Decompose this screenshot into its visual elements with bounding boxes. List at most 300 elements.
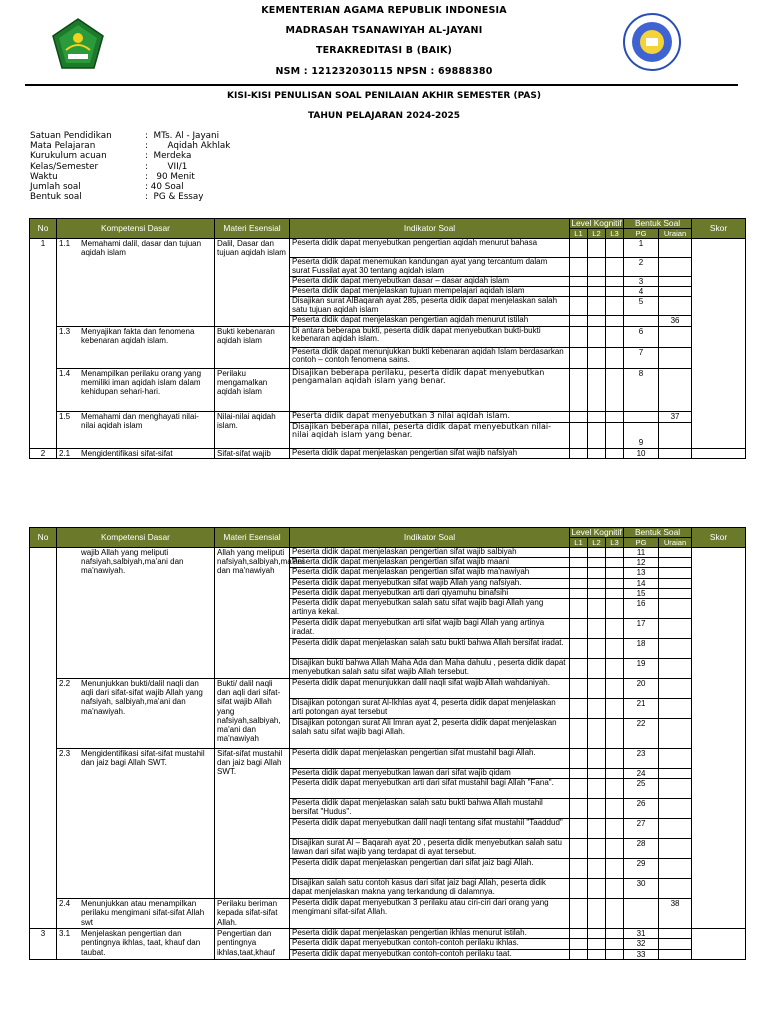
pg-cell xyxy=(624,316,659,326)
kd-number: 2.2 xyxy=(59,679,71,689)
level-cell xyxy=(606,448,624,458)
col-header-skor: Skor xyxy=(692,219,746,239)
indikator-cell: Peserta didik dapat menunjukkan bukti kebenaran aqidah Islam berdasarkan contoh – contoh fenomena sains. xyxy=(290,347,570,368)
kompetensi-cell xyxy=(57,548,215,679)
kompetensi-cell xyxy=(57,448,215,458)
level-cell xyxy=(588,719,606,749)
indikator-cell: Peserta didik dapat menemukan kandungan ayat yang tercantum dalam surat Fussilat ayat 30 tentang aqidah islam xyxy=(290,258,570,277)
level-cell xyxy=(570,899,588,929)
pg-number: 16 xyxy=(624,599,659,619)
indikator-cell: Di antara beberapa bukti, peserta didik dapat menyebutkan bukti-bukti kebenaran aqidah islam. xyxy=(290,326,570,347)
pg-number: 25 xyxy=(624,779,659,799)
uraian-cell xyxy=(659,859,692,879)
indikator-cell: Disajikan potongan surat Al-Ikhlas ayat 4, peserta didik dapat menjelaskan arti potongan ayat tersebut xyxy=(290,699,570,719)
pg-number: 24 xyxy=(624,769,659,779)
materi-cell: Perilaku mengamalkan aqidah islam xyxy=(215,368,290,411)
materi-cell: Bukti/ dalil naqli dan aqli dari sifat-sifat wajib Allah yang nafsiyah,salbiyah, ma'ani dan ma'nawiyah xyxy=(215,679,290,749)
level-cell xyxy=(606,568,624,578)
indikator-cell: Disajikan bukti bahwa Allah Maha Ada dan Maha dahulu , peserta didik dapat menyebutkan salah satu sifat wajib Allah tersebut. xyxy=(290,659,570,679)
level-cell xyxy=(570,699,588,719)
col-header-l3: L3 xyxy=(606,229,624,239)
col-header-no: No xyxy=(30,219,57,239)
meta-value: : PG & Essay xyxy=(145,192,204,203)
level-cell xyxy=(606,548,624,558)
level-cell xyxy=(588,929,606,939)
level-cell xyxy=(570,879,588,899)
uraian-cell xyxy=(659,422,692,448)
kompetensi-cell xyxy=(57,368,215,411)
school-ids: NSM : 121232030115 NPSN : 69888380 xyxy=(275,66,493,77)
pg-number: 1 xyxy=(624,239,659,258)
level-cell xyxy=(570,839,588,859)
uraian-cell xyxy=(659,679,692,699)
level-cell xyxy=(588,949,606,959)
kompetensi-cell xyxy=(57,411,215,448)
level-cell xyxy=(570,799,588,819)
col-header-l3: L3 xyxy=(606,538,624,548)
indikator-cell: Peserta didik dapat menyebutkan contoh-contoh perilaku taat. xyxy=(290,949,570,959)
kompetensi-cell xyxy=(57,749,215,899)
kd-number: 3.1 xyxy=(59,929,71,939)
level-cell xyxy=(606,258,624,277)
kisi-table-page-1 xyxy=(29,218,746,459)
uraian-cell xyxy=(659,588,692,598)
kompetensi-cell xyxy=(57,929,215,960)
pg-number: 23 xyxy=(624,749,659,769)
kd-number: 1.3 xyxy=(59,326,71,336)
level-cell xyxy=(570,769,588,779)
level-cell xyxy=(570,588,588,598)
level-cell xyxy=(570,859,588,879)
indikator-cell: Peserta didik dapat menyebutkan arti sifat wajib bagi Allah yang artinya iradat. xyxy=(290,619,570,639)
uraian-cell xyxy=(659,699,692,719)
level-cell xyxy=(570,548,588,558)
pg-number: 33 xyxy=(624,949,659,959)
level-cell xyxy=(588,639,606,659)
indikator-cell: Peserta didik dapat menyebutkan arti dari qiyamuhu binafsihi xyxy=(290,588,570,598)
uraian-number: 38 xyxy=(659,899,692,929)
materi-cell: Nilai-nilai aqidah islam. xyxy=(215,411,290,448)
level-cell xyxy=(606,819,624,839)
level-cell xyxy=(588,239,606,258)
indikator-cell: Peserta didik dapat menjelaskan salah satu bukti bahwa Allah bersifat iradat. xyxy=(290,639,570,659)
level-cell xyxy=(570,749,588,769)
level-cell xyxy=(588,799,606,819)
uraian-cell xyxy=(659,568,692,578)
level-cell xyxy=(588,277,606,287)
level-cell xyxy=(588,326,606,347)
row-number: 3 xyxy=(30,929,57,960)
kd-text: Memahami dalil, dasar dan tujuan aqidah islam xyxy=(81,239,202,258)
uraian-cell xyxy=(659,297,692,316)
pg-number: 9 xyxy=(624,422,659,448)
pg-number: 30 xyxy=(624,879,659,899)
pg-number: 31 xyxy=(624,929,659,939)
col-header-l2: L2 xyxy=(588,538,606,548)
level-cell xyxy=(570,239,588,258)
col-header-uraian: Uraian xyxy=(659,538,692,548)
level-cell xyxy=(606,619,624,639)
skor-cell xyxy=(692,548,746,929)
level-cell xyxy=(606,347,624,368)
uraian-cell xyxy=(659,368,692,411)
kd-number: 2.1 xyxy=(59,448,71,458)
col-header-indikator: Indikator Soal xyxy=(290,528,570,548)
kd-text: Mengidentifikasi sifat-sifat mustahil dan jaiz bagi Allah SWT. xyxy=(81,749,205,768)
level-cell xyxy=(606,326,624,347)
level-cell xyxy=(606,277,624,287)
pg-number: 12 xyxy=(624,558,659,568)
kd-number: 2.3 xyxy=(59,749,71,759)
level-cell xyxy=(588,258,606,277)
document-year: TAHUN PELAJARAN 2024-2025 xyxy=(307,111,461,121)
indikator-cell: Peserta didik dapat menyebutkan dalil naqli tentang sifat mustahil "Taaddud" xyxy=(290,819,570,839)
level-cell xyxy=(570,277,588,287)
level-cell xyxy=(606,699,624,719)
kompetensi-cell xyxy=(57,679,215,749)
indikator-cell: Peserta didik dapat menjelaskan pengertian sifat wajib ma'nawiyah xyxy=(290,568,570,578)
level-cell xyxy=(570,679,588,699)
col-header-kompetensi: Kompetensi Dasar xyxy=(57,528,215,548)
uraian-cell xyxy=(659,239,692,258)
col-header-l1: L1 xyxy=(570,229,588,239)
level-cell xyxy=(570,619,588,639)
accreditation: TERAKREDITASI B (BAIK) xyxy=(315,45,453,56)
pg-number: 27 xyxy=(624,819,659,839)
uraian-cell xyxy=(659,448,692,458)
meta-key: Waktu xyxy=(30,171,58,182)
level-cell xyxy=(606,411,624,422)
level-cell xyxy=(606,859,624,879)
uraian-number: 36 xyxy=(659,316,692,326)
level-cell xyxy=(570,558,588,568)
materi-cell: Dalil, Dasar dan tujuan aqidah islam xyxy=(215,239,290,327)
pg-number: 15 xyxy=(624,588,659,598)
pg-number: 22 xyxy=(624,719,659,749)
indikator-cell: Peserta didik dapat menyebutkan 3 nilai aqidah islam. xyxy=(290,411,570,422)
level-cell xyxy=(570,448,588,458)
level-cell xyxy=(588,588,606,598)
level-cell xyxy=(606,939,624,949)
level-cell xyxy=(570,297,588,316)
uraian-cell xyxy=(659,939,692,949)
indikator-cell: Peserta didik dapat menjelaskan pengertian sifat wajib salbiyah xyxy=(290,548,570,558)
materi-cell: Bukti kebenaran aqidah islam xyxy=(215,326,290,368)
level-cell xyxy=(570,568,588,578)
indikator-cell: Peserta didik dapat menyebutkan 3 perilaku atau ciri-ciri dari orang yang mengimani sifat-sifat Allah. xyxy=(290,899,570,929)
meta-value: : Aqidah Akhlak xyxy=(145,141,231,152)
indikator-cell: Peserta didik dapat menjelaskan pengertian sifat wajib nafsiyah xyxy=(290,448,570,458)
level-cell xyxy=(570,578,588,588)
pg-number: 4 xyxy=(624,287,659,297)
meta-key: Kurukulum acuan xyxy=(30,151,107,162)
uraian-cell xyxy=(659,929,692,939)
pg-number: 19 xyxy=(624,659,659,679)
school-emblem-icon xyxy=(622,12,682,72)
col-header-level: Level Kognitif xyxy=(571,527,622,537)
level-cell xyxy=(606,316,624,326)
indikator-cell: Peserta didik dapat menjelaskan pengertian dari sifat jaiz bagi Allah. xyxy=(290,859,570,879)
level-cell xyxy=(588,316,606,326)
ministry-name: KEMENTERIAN AGAMA REPUBLIK INDONESIA xyxy=(261,5,507,16)
meta-key: Mata Pelajaran xyxy=(30,141,96,152)
kd-text: Menampilkan perilaku orang yang memiliki iman aqidah islam dalam kehidupan sehari-hari. xyxy=(81,368,202,397)
level-cell xyxy=(606,287,624,297)
materi-cell: Sifat-sifat mustahil dan jaiz bagi Allah SWT. xyxy=(215,749,290,899)
level-cell xyxy=(570,949,588,959)
level-cell xyxy=(606,879,624,899)
level-cell xyxy=(570,347,588,368)
level-cell xyxy=(588,599,606,619)
pg-number: 7 xyxy=(624,347,659,368)
level-cell xyxy=(588,699,606,719)
kompetensi-cell xyxy=(57,899,215,929)
col-header-materi: Materi Esensial xyxy=(215,219,290,239)
pg-number: 6 xyxy=(624,326,659,347)
row-number: 2 xyxy=(30,448,57,458)
materi-cell: Allah yang meliputi nafsiyah,salbiyah,ma'ani dan ma'nawiyah xyxy=(215,548,290,679)
indikator-cell: Peserta didik dapat menyebutkan dasar – dasar aqidah islam xyxy=(290,277,570,287)
kd-number: 1.5 xyxy=(59,411,71,421)
col-header-materi: Materi Esensial xyxy=(215,528,290,548)
pg-number: 10 xyxy=(624,448,659,458)
uraian-cell xyxy=(659,599,692,619)
uraian-number: 37 xyxy=(659,411,692,422)
level-cell xyxy=(588,769,606,779)
level-cell xyxy=(570,929,588,939)
pg-number: 20 xyxy=(624,679,659,699)
level-cell xyxy=(606,949,624,959)
level-cell xyxy=(588,939,606,949)
pg-number: 11 xyxy=(624,548,659,558)
indikator-cell: Peserta didik dapat menjelaskan pengertian ikhlas menurut istilah. xyxy=(290,929,570,939)
uraian-cell xyxy=(659,839,692,859)
pg-number: 17 xyxy=(624,619,659,639)
col-header-level: Level Kognitif xyxy=(571,218,622,228)
uraian-cell xyxy=(659,819,692,839)
level-cell xyxy=(606,639,624,659)
level-cell xyxy=(588,558,606,568)
meta-value: : 90 Menit xyxy=(145,171,195,182)
level-cell xyxy=(588,859,606,879)
pg-number: 29 xyxy=(624,859,659,879)
kisi-table-page-2 xyxy=(29,527,746,960)
level-cell xyxy=(570,819,588,839)
indikator-cell: Disajikan surat AlBaqarah ayat 285, peserta didik dapat menjelaskan salah satu tujuan aqidah islam xyxy=(290,297,570,316)
meta-key: Satuan Pendidikan xyxy=(30,131,112,141)
uraian-cell xyxy=(659,619,692,639)
uraian-cell xyxy=(659,769,692,779)
level-cell xyxy=(570,411,588,422)
indikator-cell: Peserta didik dapat menjelaskan pengertian aqidah menurut istilah xyxy=(290,316,570,326)
kd-number: 2.4 xyxy=(59,899,71,909)
level-cell xyxy=(588,679,606,699)
level-cell xyxy=(588,839,606,859)
indikator-cell: Peserta didik dapat menyebutkan contoh-contoh perilaku ikhlas. xyxy=(290,939,570,949)
level-cell xyxy=(588,448,606,458)
indikator-cell: Peserta didik dapat menjelaskan pengertian sifat mustahil bagi Allah. xyxy=(290,749,570,769)
skor-cell xyxy=(692,448,746,458)
uraian-cell xyxy=(659,799,692,819)
materi-cell: Pengertian dan pentingnya ikhlas,taat,khauf xyxy=(215,929,290,960)
level-cell xyxy=(606,929,624,939)
level-cell xyxy=(588,548,606,558)
uraian-cell xyxy=(659,779,692,799)
level-cell xyxy=(588,287,606,297)
level-cell xyxy=(588,578,606,588)
level-cell xyxy=(588,411,606,422)
kompetensi-cell xyxy=(57,326,215,368)
level-cell xyxy=(606,578,624,588)
pg-number: 21 xyxy=(624,699,659,719)
uraian-cell xyxy=(659,558,692,568)
pg-number: 28 xyxy=(624,839,659,859)
meta-value: : Merdeka xyxy=(145,151,192,162)
meta-key: Bentuk soal xyxy=(30,192,82,203)
level-cell xyxy=(588,568,606,578)
kd-text: Menjelaskan pengertian dan pentingnya ikhlas, taat, khauf dan taubat. xyxy=(81,929,201,957)
uraian-cell xyxy=(659,326,692,347)
kd-text: Memahami dan menghayati nilai-nilai aqidah islam xyxy=(81,411,199,430)
letterhead xyxy=(0,0,768,100)
level-cell xyxy=(606,799,624,819)
level-cell xyxy=(588,879,606,899)
col-header-no: No xyxy=(30,528,57,548)
pg-number: 26 xyxy=(624,799,659,819)
skor-cell xyxy=(692,929,746,960)
uraian-cell xyxy=(659,879,692,899)
indikator-cell: Peserta didik dapat menjelaskan tujuan mempelajari aqidah islam xyxy=(290,287,570,297)
col-header-pg: PG xyxy=(624,229,659,239)
indikator-cell: Peserta didik dapat menyebutkan sifat wajib Allah yang nafsiyah. xyxy=(290,578,570,588)
level-cell xyxy=(606,599,624,619)
level-cell xyxy=(606,588,624,598)
level-cell xyxy=(606,839,624,859)
col-header-bentuk: Bentuk Soal xyxy=(624,219,692,229)
meta-value: : MTs. Al - Jayani xyxy=(145,131,220,141)
uraian-cell xyxy=(659,287,692,297)
indikator-cell: Disajikan beberapa perilaku, peserta didik dapat menyebutkan pengamalan aqidah islam yang benar. xyxy=(290,368,570,411)
pg-number: 18 xyxy=(624,639,659,659)
level-cell xyxy=(570,258,588,277)
pg-cell xyxy=(624,899,659,929)
col-header-kompetensi: Kompetensi Dasar xyxy=(57,219,215,239)
indikator-cell: Peserta didik dapat menyebutkan pengertian aqidah menurut bahasa xyxy=(290,239,570,258)
indikator-cell: Peserta didik dapat menjelaskan pengertian sifat wajib maani xyxy=(290,558,570,568)
kompetensi-cell xyxy=(57,239,215,327)
level-cell xyxy=(588,819,606,839)
level-cell xyxy=(570,639,588,659)
level-cell xyxy=(570,287,588,297)
level-cell xyxy=(570,719,588,749)
indikator-cell: Peserta didik dapat menyebutkan lawan dari sifat wajib qidam xyxy=(290,769,570,779)
level-cell xyxy=(588,368,606,411)
pg-number: 3 xyxy=(624,277,659,287)
col-header-indikator: Indikator Soal xyxy=(290,219,570,239)
level-cell xyxy=(606,679,624,699)
uraian-cell xyxy=(659,347,692,368)
col-header-bentuk: Bentuk Soal xyxy=(624,528,692,538)
indikator-cell: Disajikan salah satu contoh kasus dari sifat jaiz bagi Allah, peserta didik dapat menjelaskan makna yang terkandung di dalamnya. xyxy=(290,879,570,899)
level-cell xyxy=(606,749,624,769)
level-cell xyxy=(606,769,624,779)
indikator-cell: Peserta didik dapat menyebutkan salah satu sifat wajib bagi Allah yang artinya kekal. xyxy=(290,599,570,619)
level-cell xyxy=(588,619,606,639)
uraian-cell xyxy=(659,949,692,959)
level-cell xyxy=(606,659,624,679)
indikator-cell: Disajikan beberapa nilai, peserta didik dapat menyebutkan nilai-nilai aqidah islam yang benar. xyxy=(290,422,570,448)
uraian-cell xyxy=(659,749,692,769)
kd-text: Menunjukkan atau menampilkan perilaku mengimani sifat-sifat Allah swt xyxy=(81,899,205,927)
uraian-cell xyxy=(659,548,692,558)
level-cell xyxy=(570,316,588,326)
pg-number: 2 xyxy=(624,258,659,277)
letterhead-rule xyxy=(25,84,738,86)
pg-number: 14 xyxy=(624,578,659,588)
kd-text: Mengidentifikasi sifat-sifat xyxy=(81,448,173,458)
level-cell xyxy=(606,239,624,258)
level-cell xyxy=(588,779,606,799)
materi-cell: Sifat-sifat wajib xyxy=(215,448,290,458)
level-cell xyxy=(606,368,624,411)
col-header-pg: PG xyxy=(624,538,659,548)
level-cell xyxy=(606,558,624,568)
level-cell xyxy=(606,899,624,929)
level-cell xyxy=(606,297,624,316)
level-cell xyxy=(588,659,606,679)
uraian-cell xyxy=(659,578,692,588)
meta-key: Kelas/Semester xyxy=(30,161,99,172)
uraian-cell xyxy=(659,659,692,679)
uraian-cell xyxy=(659,277,692,287)
level-cell xyxy=(570,659,588,679)
pg-number: 5 xyxy=(624,297,659,316)
materi-cell: Perilaku beriman kepada sifat-sifat Allah. xyxy=(215,899,290,929)
col-header-uraian: Uraian xyxy=(659,229,692,239)
kd-number: 1.4 xyxy=(59,368,71,378)
meta-value: : 40 Soal xyxy=(145,181,184,192)
level-cell xyxy=(606,779,624,799)
row-number: 1 xyxy=(30,239,57,449)
col-header-l1: L1 xyxy=(570,538,588,548)
pg-number: 13 xyxy=(624,568,659,578)
pg-number: 32 xyxy=(624,939,659,949)
level-cell xyxy=(570,779,588,799)
indikator-cell: Peserta didik dapat menyebutkan arti dari sifat mustahil bagi Allah "Fana". xyxy=(290,779,570,799)
indikator-cell: Peserta didik dapat menunjukkan dalil naqli sifat wajib Allah wahdaniyah. xyxy=(290,679,570,699)
skor-cell xyxy=(692,239,746,449)
uraian-cell xyxy=(659,719,692,749)
level-cell xyxy=(570,599,588,619)
level-cell xyxy=(588,297,606,316)
pg-cell xyxy=(624,411,659,422)
level-cell xyxy=(588,347,606,368)
level-cell xyxy=(588,422,606,448)
uraian-cell xyxy=(659,258,692,277)
col-header-l2: L2 xyxy=(588,229,606,239)
kd-text: wajib Allah yang meliputi nafsiyah,salbiyah,ma'ani dan ma'nawiyah. xyxy=(81,548,184,576)
indikator-cell: Disajikan surat Al – Baqarah ayat 20 , peserta didik menyebutkan salah satu lawan dari sifat wajib yang terdapat di ayat tersebut. xyxy=(290,839,570,859)
meta-value: : VII/1 xyxy=(145,161,188,172)
level-cell xyxy=(570,422,588,448)
level-cell xyxy=(606,422,624,448)
level-cell xyxy=(606,719,624,749)
kd-text: Menyajikan fakta dan fenomena kebenaran aqidah islam. xyxy=(81,326,195,345)
level-cell xyxy=(570,326,588,347)
level-cell xyxy=(570,368,588,411)
indikator-cell: Peserta didik dapat menjelaskan salah satu bukti bahwa Allah mustahil bersifat "Hudus". xyxy=(290,799,570,819)
level-cell xyxy=(588,749,606,769)
